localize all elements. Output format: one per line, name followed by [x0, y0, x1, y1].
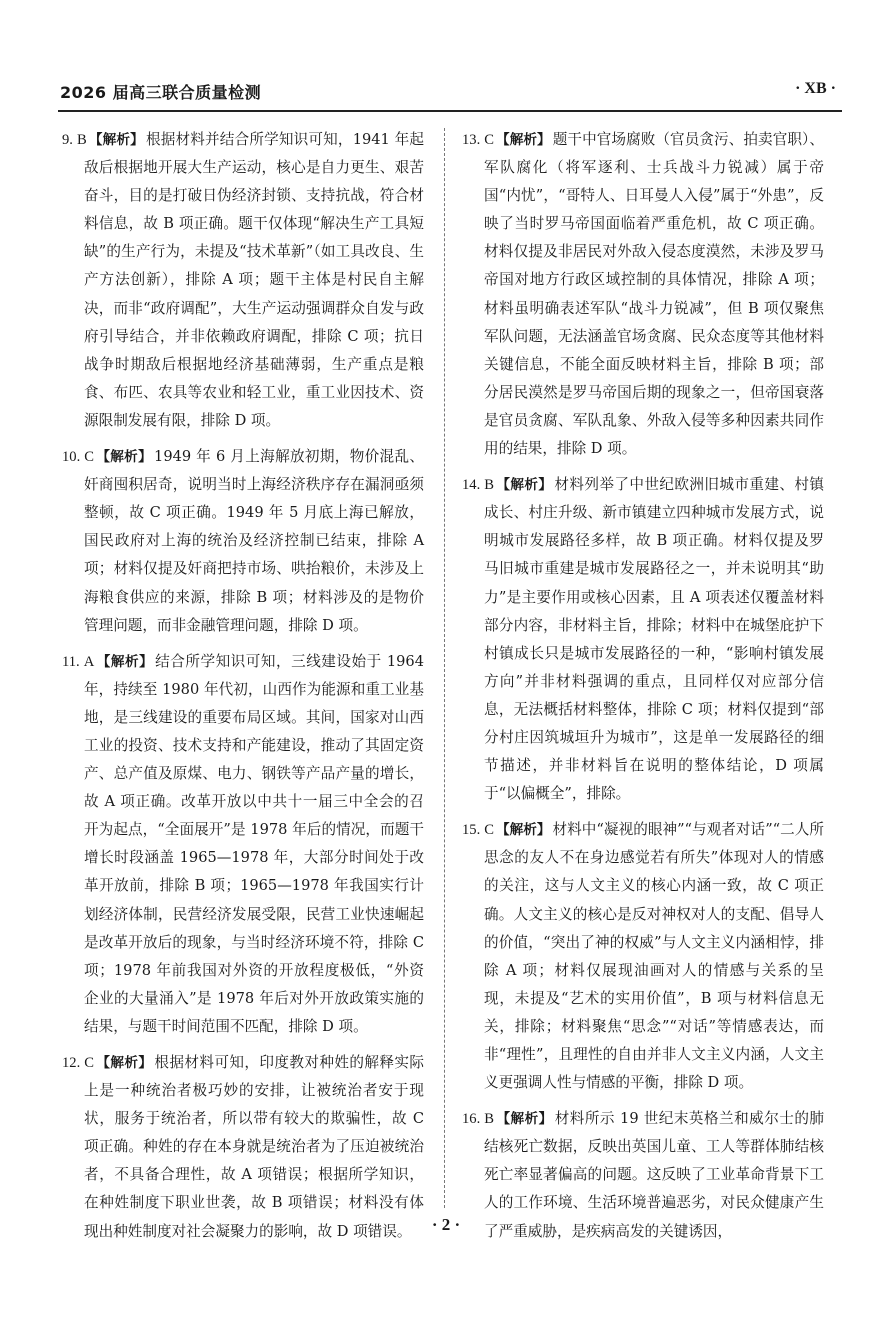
analysis-tag: 【解析】	[495, 132, 551, 148]
question-number: 13.	[462, 132, 481, 148]
left-column	[62, 126, 424, 1254]
analysis-text: 根据材料可知，印度教对种姓的解释实际上是一种统治者极巧妙的安排，让被统治者安于现状，服务于统治者，所以带有较大的欺骗性，故 C 项正确。种姓的存在本身就是统治者为了压迫被统治者，不具备合理性，故 A 项错误；根据所学知识，在种姓制度下职业世袭，故 B 项错误；材料没有体现出种姓制度对社会凝聚力的影响，故 D 项错误。	[84, 1054, 424, 1240]
question-number: 15.	[462, 822, 481, 839]
answer-letter: B	[484, 477, 494, 494]
question-number: 14.	[462, 477, 481, 494]
header-rule	[58, 110, 842, 112]
answer-letter: C	[484, 822, 494, 839]
answer-letter: B	[76, 132, 87, 148]
analysis-text: 题干中官场腐败（官员贪污、拍卖官职）、军队腐化（将军逐利、士兵战斗力锐减）属于帝国“内忧”，“哥特人、日耳曼人入侵”属于“外患”，反映了当时罗马帝国面临着严重危机，故 C 项正确。材料仅提及非居民对外敌入侵态度漠然，未涉及罗马帝国对地方行政区域控制的具体情况，排除 A 项；材料虽明确表述军队“战斗力锐减”，但 B 项仅聚焦军队问题，无法涵盖官场贪腐、民众态度等其他材料关键信息，不能全面反映材料主旨，排除 B 项；部分居民漠然是罗马帝国后期的现象之一，但帝国衰落是官员贪腐、军队乱象、外敌入侵等多种因素共同作用的结果，排除 D 项。	[484, 131, 825, 458]
analysis-tag: 【解析】	[88, 132, 144, 148]
answer-item-9	[62, 126, 424, 435]
right-column	[462, 126, 824, 1254]
answer-item-13	[462, 126, 824, 463]
answer-letter: A	[83, 653, 95, 670]
answer-item-10	[62, 443, 424, 640]
question-number: 16.	[462, 1111, 481, 1128]
answer-item-14	[462, 471, 824, 808]
analysis-tag: 【解析】	[495, 477, 553, 494]
answer-letter: C	[84, 449, 94, 466]
analysis-text: 根据材料并结合所学知识可知，1941 年起敌后根据地开展大生产运动，核心是自力更生、艰苦奋斗，目的是打破日伪经济封锁、支持抗战，符合材料信息，故 B 项正确。题干仅体现“解决生产工具短缺”的生产行为，未提及“技术革新”（如工具改良、生产方法创新），排除 A 项；题干主体是村民自主解决，而非“政府调配”，大生产运动强调群众自发与政府引导结合，并非依赖政府调配，排除 C 项；抗日战争时期敌后根据地经济基础薄弱，生产重点是粮食、布匹、农具等农业和轻工业，重工业因技术、资源限制发展有限，排除 D 项。	[84, 131, 425, 429]
question-number: 11.	[62, 653, 80, 670]
analysis-tag: 【解析】	[95, 1055, 153, 1071]
answer-item-11	[62, 648, 424, 1041]
answer-letter: C	[84, 1055, 94, 1071]
analysis-text: 结合所学知识可知，三线建设始于 1964 年，持续至 1980 年代初，山西作为能源和重工业基地，是三线建设的重要布局区域。其间，国家对山西工业的投资、技术支持和产能建设，推动了其固定资产、总产值及原煤、电力、钢铁等产品产量的增长，故 A 项正确。改革开放以中共十一届三中全会的召开为起点，“全面展开”是 1978 年后的情况，而题干增长时段涵盖 1965—1978 年，大部分时间处于改革开放前，排除 B 项；1965—1978 年我国实行计划经济体制，民营经济发展受限，民营工业快速崛起是改革开放后的现象，与当时经济环境不符，排除 C 项；1978 年前我国对外资的开放程度极低，“外资企业的大量涌入”是 1978 年后对外开放政策实施的结果，与题干时间范围不匹配，排除 D 项。	[84, 652, 425, 1035]
document-title: 2026 届高三联合质量检测	[60, 83, 262, 102]
question-number: 10.	[62, 449, 81, 466]
page-number: · 2 ·	[431, 1215, 461, 1234]
analysis-tag: 【解析】	[495, 822, 551, 839]
analysis-tag: 【解析】	[495, 1111, 553, 1128]
document-code: · XB ·	[795, 80, 836, 97]
question-number: 9.	[62, 132, 73, 148]
analysis-tag: 【解析】	[96, 653, 154, 670]
answer-item-15	[462, 816, 824, 1097]
answer-letter: B	[484, 1111, 494, 1128]
analysis-text: 材料所示 19 世纪末英格兰和威尔士的肺结核死亡数据，反映出英国儿童、工人等群体肺结核死亡率显著偏高的问题。这反映了工业革命背景下工人的工作环境、生活环境普遍恶劣，对民众健康产生了严重威胁，是疾病高发的关键诱因，	[484, 1110, 824, 1240]
column-divider	[444, 128, 445, 1208]
question-number: 12.	[62, 1055, 81, 1071]
analysis-tag: 【解析】	[95, 449, 153, 466]
answer-letter: C	[484, 132, 494, 148]
analysis-text: 1949 年 6 月上海解放初期，物价混乱、奸商囤积居奇，说明当时上海经济秩序存在漏洞亟须整顿，故 C 项正确。1949 年 5 月底上海已解放，国民政府对上海的统治及经济控制已结束，排除 A 项；材料仅提及奸商把持市场、哄抬粮价，未涉及上海粮食供应的来源，排除 B 项；材料涉及的是物价管理问题，而非金融管理问题，排除 D 项。	[84, 448, 425, 634]
analysis-text: 材料中“凝视的眼神”“与观者对话”“二人所思念的友人不在身边感觉若有所失”体现对人的情感的关注，这与人文主义的核心内涵一致，故 C 项正确。人文主义的核心是反对神权对人的支配、倡导人的价值，“突出了神的权威”与人文主义内涵相悖，排除 A 项；材料仅展现油画对人的情感与关系的呈现，未提及“艺术的实用价值”，B 项与材料信息无关，排除；材料聚焦“思念”“对话”等情感表达，而非“理性”，且理性的自由并非人文主义内涵，人文主义更强调人性与情感的平衡，排除 D 项。	[484, 821, 825, 1092]
analysis-text: 材料列举了中世纪欧洲旧城市重建、村镇成长、村庄升级、新市镇建立四种城市发展方式，说明城市发展路径多样，故 B 项正确。材料仅提及罗马旧城市重建是城市发展路径之一，并未说明其“助力”是主要作用或核心因素，且 A 项表述仅覆盖材料部分内容，非材料主旨，排除；材料中在城堡庇护下村镇成长只是城市发展路径的一种，“影响村镇发展方向”并非材料强调的重点，且同样仅对应部分信息，无法概括材料整体，排除 C 项；材料仅提到“部分村庄因筑城垣升为城市”，这是单一发展路径的细节描述，并非材料旨在说明的整体结论，D 项属于“以偏概全”，排除。	[484, 476, 824, 803]
